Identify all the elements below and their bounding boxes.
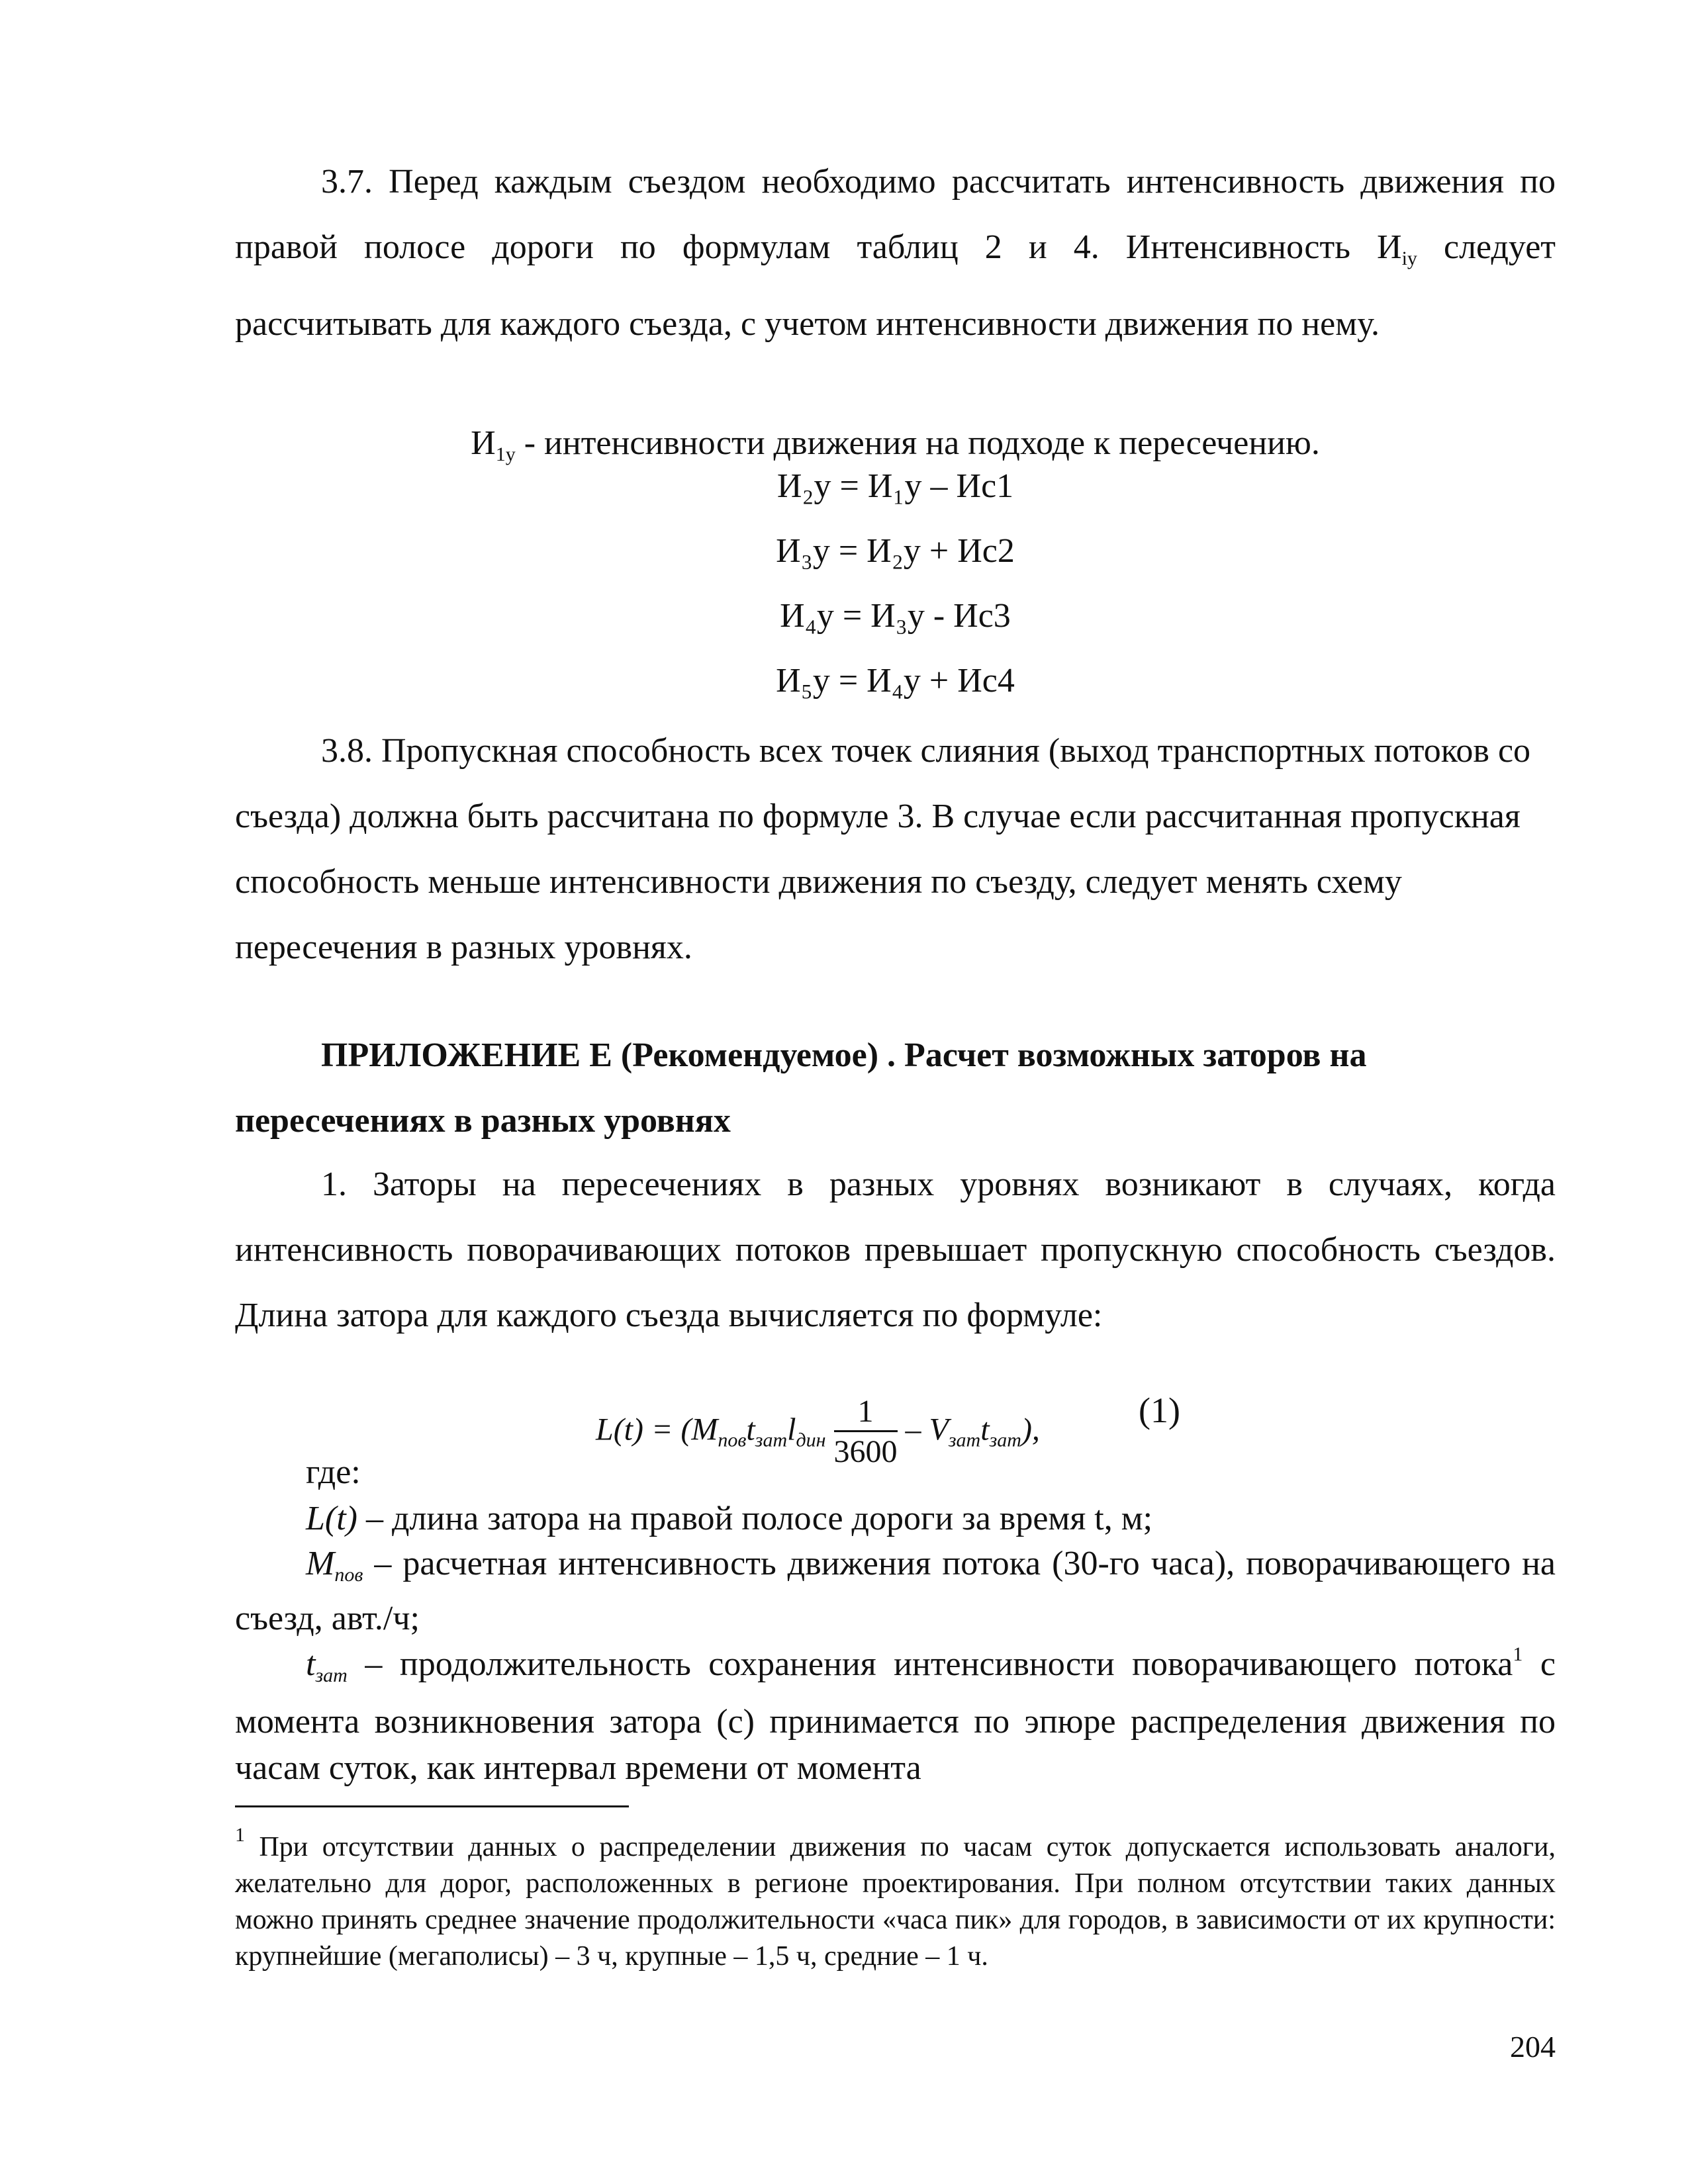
formula-fraction: $\frac{1}{3600}$: [833, 1394, 898, 1469]
where-label: где:: [306, 1453, 361, 1491]
footnote: $^1$ При отсутствии данных о распределении движения по часам суток допускается использовать аналоги, желательно для дорог, расположенных в регионе проектирования. При полном отсутствии таких данных можно принять среднее значение продолжительности «часа пик» для городов, в зависимости от их крупности: крупнейшие (мегаполисы) – 3 ч, крупные – 1,5 ч, средние – 1 ч.: [235, 1824, 1556, 1972]
def-t: $t_{зат}$ – продолжительность сохранения интенсивности поворачивающего потока$^1$ с момента возникновения затора (с) принимается по эпюре распределения движения по часам суток, как интервал времени от момента: [235, 1643, 1556, 1787]
section-3-7: 3.7. Перед каждым съездом необходимо рассчитать интенсивность движения по правой полосе дороги по формулам таблиц 2 и 4. Интенсивность $И_{iy}$ следует рассчитывать для каждого съезда, с учетом интенсивности движения по нему.: [235, 163, 1556, 343]
def-L: L(t) – длина затора на правой полосе дороги за время t, м;: [306, 1500, 1153, 1537]
equation-2: И₃у = И₂у + Иc2: [776, 532, 1015, 570]
appendix-heading: ПРИЛОЖЕНИЕ Е (Рекомендуемое) . Расчет возможных заторов на пересечениях в разных уровнях: [235, 1036, 1367, 1140]
equation-4: И₅у = И₄у + Иc4: [776, 662, 1015, 700]
equations-block: [235, 463, 1556, 715]
formula-body: $L(t) = (M_{пов}t_{зат}l_{дин}$ $\frac{1}{3600}$ – $V_{зат}t_{зат}$),: [596, 1393, 1040, 1472]
equation-3: И₄у = И₃у - Иc3: [780, 597, 1011, 635]
def-M: $M_{пов}$ – расчетная интенсивность движения потока (30-го часа), поворачивающего на съезд, авт./ч;: [235, 1545, 1556, 1637]
equation-1: И₂у = И₁у – Иc1: [776, 467, 1014, 505]
footnote-divider: [235, 1805, 629, 1807]
paragraph-1: 1. Заторы на пересечениях в разных уровнях возникают в случаях, когда интенсивность поворачивающих потоков превышает пропускную способность съездов. Длина затора для каждого съезда вычисляется по формуле:: [235, 1165, 1556, 1334]
formula-number: (1): [1139, 1390, 1180, 1430]
definition-line: $И_{1у}$ - интенсивности движения на подходе к пересечению.: [471, 424, 1320, 465]
formula-1: [596, 1370, 1456, 1469]
page-number: 204: [1510, 2030, 1556, 2064]
section-3-8: 3.8. Пропускная способность всех точек слияния (выход транспортных потоков со съезда) должна быть рассчитана по формуле 3. В случае если рассчитанная пропускная способность меньше интенсивности движения по съезду, следует менять схему пересечения в разных уровнях.: [235, 732, 1531, 966]
